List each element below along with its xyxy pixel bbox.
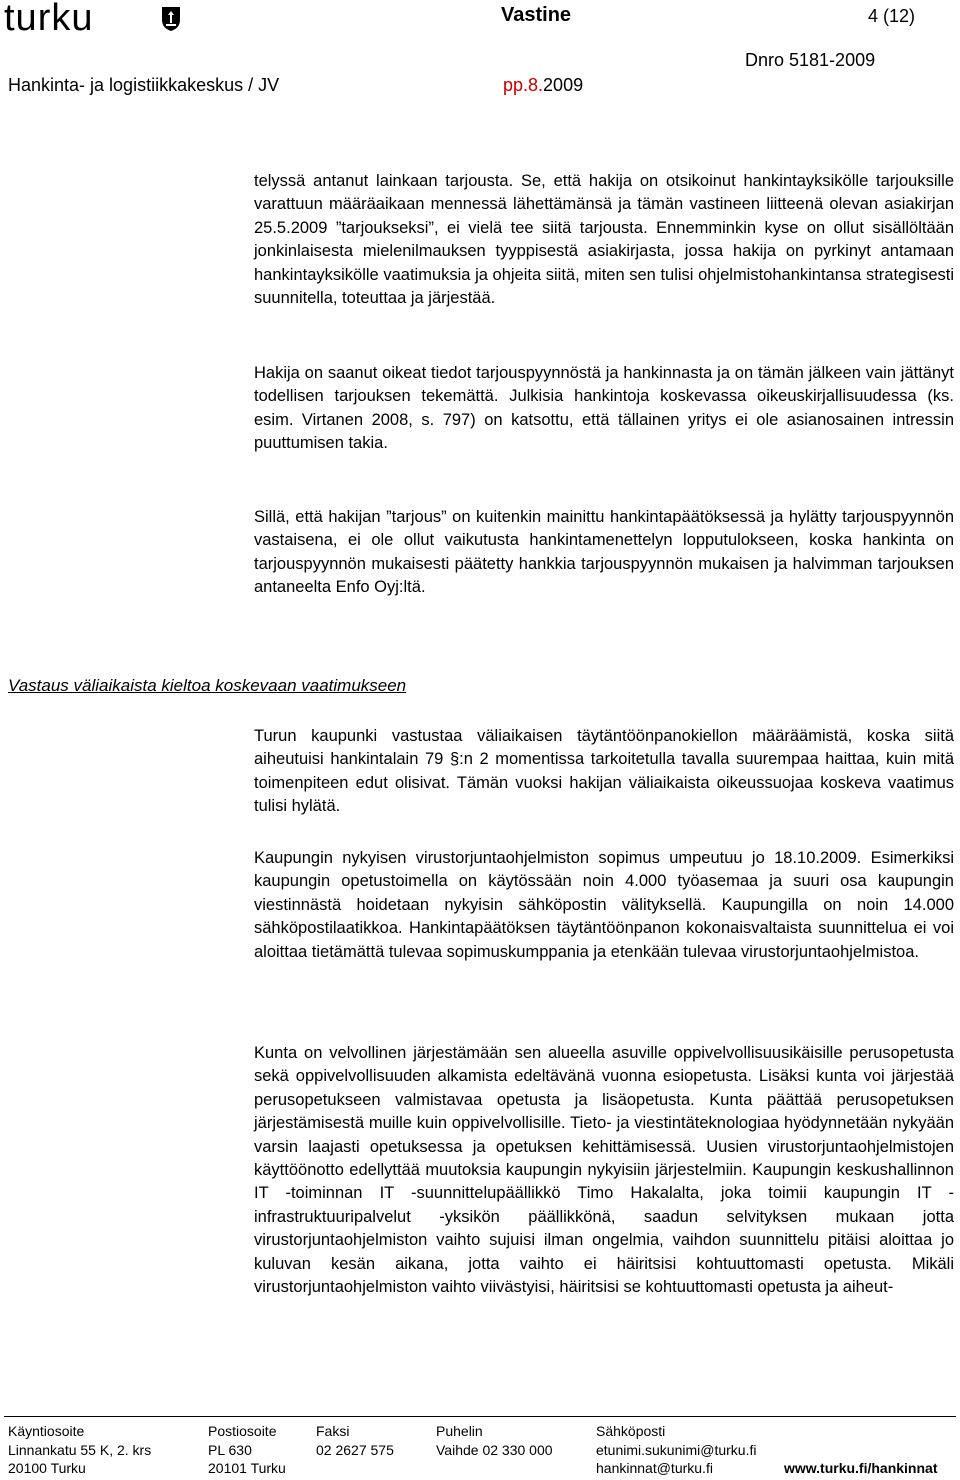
turku-logo	[4, 0, 94, 39]
section-heading: Vastaus väliaikaista kieltoa koskevaan vaatimukseen	[8, 676, 407, 695]
paragraph-5: Kaupungin nykyisen virustorjuntaohjelmiston sopimus umpeutuu jo 18.10.2009. Esimerkiksi kaupungin opetustoimella on käytössään noin 4.000 työasemaa ja suuri osa kaupungin viestinnästä hoidetaan nykyisin sähköpostin välityksellä. Kaupungilla on noin 14.000 sähköpostilaatikkoa. Hankintapäätöksen täytäntöönpanon kokonaisvaltaista suunnittelua ei voi aloittaa tietämättä tulevaa sopimuskumppania ja etenkään tulevaa virustorjuntaohjelmistoa.	[254, 849, 954, 961]
paragraph-4: Turun kaupunki vastustaa väliaikaisen täytäntöönpanokiellon määräämistä, koska siitä aiheutuisi hankintalain 79 §:n 2 momentissa tarkoitetulla tavalla suurempaa haittaa, kuin mitä toimenpiteen edut olisivat. Tämän vuoksi hakijan väliaikaista oikeussuojaa koskeva vaatimus tulisi hylätä.	[254, 727, 954, 816]
visit-line-1: Linnankatu 55 K, 2. krs	[8, 1441, 152, 1458]
footer-email	[596, 1422, 757, 1478]
postal-label: Postiosoite	[208, 1423, 277, 1439]
email-label: Sähköposti	[596, 1423, 666, 1439]
footer-phone	[436, 1422, 553, 1459]
logo-wordmark: turku	[4, 0, 94, 39]
page-number: 4 (12)	[868, 6, 916, 26]
footer-postal-address	[208, 1422, 286, 1478]
paragraph-2: Hakija on saanut oikeat tiedot tarjouspyynnöstä ja hankinnasta ja on tämän jälkeen vain jättänyt todellisen tarjouksen tekemättä. Julkisia hankintoja koskevassa oikeuskirjallisuudessa (ks. esim. Virtanen 2008, s. 797) on katsottu, että tällainen yritys ei ole asianosainen intressin puuttumisen takia.	[254, 364, 954, 453]
coat-of-arms-icon	[161, 6, 181, 32]
phone-label: Puhelin	[436, 1423, 483, 1439]
postal-line-1: PL 630	[208, 1441, 252, 1458]
document-date	[503, 75, 583, 96]
footer-website	[784, 1459, 938, 1478]
footer-fax	[316, 1422, 394, 1459]
footer-divider	[4, 1416, 956, 1417]
date-year: 2009	[543, 75, 584, 95]
fax-value: 02 2627 575	[316, 1441, 394, 1458]
fax-label: Faksi	[316, 1423, 350, 1439]
date-day: 8.	[528, 75, 544, 95]
footer-visit-address	[8, 1422, 151, 1478]
paragraph-6: Kunta on velvollinen järjestämään sen alueella asuville oppivelvollisuusikäisille perusopetusta sekä oppivelvollisuuden alkamista edeltävänä vuonna esiopetusta. Lisäksi kunta voi järjestää perusopetukseen valmistavaa opetusta ja lisäopetusta. Kunta päättää perusopetuksen järjestämisestä muille kuin oppivelvollisille. Tieto- ja viestintäteknologiaa hyödynnetään nykyään varsin laajasti opetuksessa ja opetuksen kehittämisessä. Uusien virustorjuntaohjelmistojen käyttöönotto edellyttää muutoksia kaupungin nykyisiin järjestelmiin. Kaupungin keskushallinnon IT -toiminnan IT -suunnittelupäällikkö Timo Hakalalta, joka toimii kaupungin IT -infrastruktuuripalvelut -yksikön päällikkönä, saadun selvityksen mukaan jotta virustorjuntaohjelmiston vaihto sujuisi ilman ongelmia, vaihdon suunnittelu pitäisi aloittaa jo kuluvan kesän aikana, jotta vaihto ei häiritsisi kohtuuttomasti opetusta. Mikäli virustorjuntaohjelmiston vaihto viivästyisi, häiritsisi se kohtuuttomasti opetusta ja aiheut-	[254, 1044, 954, 1297]
visit-label: Käyntiosoite	[8, 1423, 85, 1439]
document-number: Dnro 5181-2009	[745, 50, 876, 70]
website-link[interactable]: www.turku.fi/hankinnat	[784, 1460, 938, 1476]
postal-line-2: 20101 Turku	[208, 1460, 286, 1476]
paragraph-3: Sillä, että hakijan ”tarjous” on kuitenkin mainittu hankintapäätöksessä ja hylätty tarjouspyynnön vastaisena, ei ole ollut vaikutusta hankintamenettelyn lopputulokseen, koska hankinta on tarjouspyynnön mukaisesti päätetty hankkia tarjouspyynnön mukaisen ja halvimman tarjouksen antaneelta Enfo Oyj:ltä.	[254, 508, 954, 597]
phone-value: Vaihde 02 330 000	[436, 1441, 553, 1458]
paragraph-1: telyssä antanut lainkaan tarjousta. Se, että hakija on otsikoinut hankintayksikölle tarjouksille varattuun määräaikaan mennessä lähettämänsä ja tämän vastineen liitteenä olevan asiakirjan 25.5.2009 ”tarjoukseksi”, ei vielä tee siitä tarjousta. Ennemminkin kyse on ollut sisällöltään jonkinlaisesta mielenilmauksen tyyppisestä asiakirjasta, jossa hakija on pyrkinyt antamaan hankintayksikölle vaatimuksia ja ohjeita siitä, miten sen tulisi ohjelmistohankintansa strategisesti suunnitella, toteuttaa ja järjestää.	[254, 172, 954, 308]
visit-line-2: 20100 Turku	[8, 1460, 86, 1476]
date-prefix: pp.	[503, 75, 529, 95]
email-line-2[interactable]: hankinnat@turku.fi	[596, 1460, 713, 1476]
document-title: Vastine	[501, 4, 572, 26]
organization-name: Hankinta- ja logistiikkakeskus / JV	[8, 75, 280, 95]
email-line-1[interactable]: etunimi.sukunimi@turku.fi	[596, 1441, 757, 1458]
